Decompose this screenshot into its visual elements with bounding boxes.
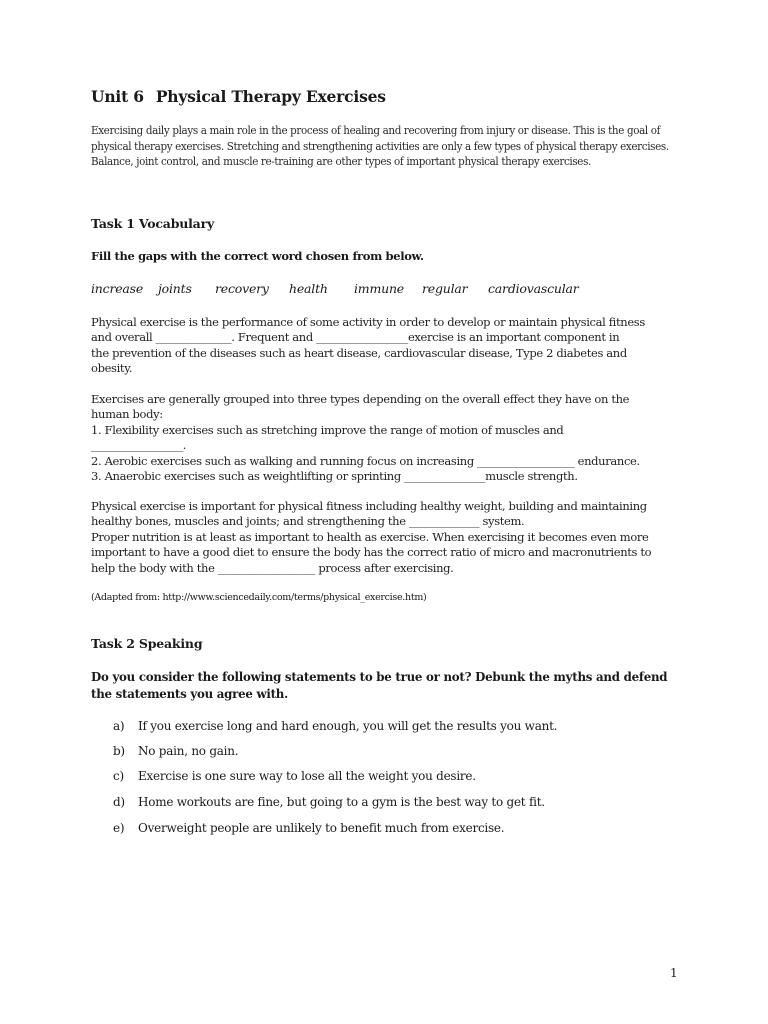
paragraph-line: help the body with the __________________ process after exercising. xyxy=(91,560,454,575)
word-bank-item: recovery xyxy=(215,281,269,296)
gap-fill-paragraph-3 xyxy=(91,499,681,576)
paragraph-line: _________________. xyxy=(91,438,187,453)
word-bank-item: joints xyxy=(158,281,192,296)
paragraph-line: human body: xyxy=(91,407,163,422)
statement-text: If you exercise long and hard enough, you will get the results you want. xyxy=(138,719,558,733)
list-marker: d) xyxy=(113,795,125,809)
intro-paragraph: Exercising daily plays a main role in the process of healing and recovering from injury or disease. This is the goal of physical therapy exercises. Stretching and strengthening activities are only a few types of physical therapy exercises. Balance, joint control, and muscle re-training are other types of important physical therapy exercises. xyxy=(91,123,669,168)
task2-heading: Task 2 Speaking xyxy=(91,636,203,651)
list-marker: a) xyxy=(113,719,125,733)
task1-heading: Task 1 Vocabulary xyxy=(91,216,215,231)
list-item xyxy=(113,719,557,733)
list-item xyxy=(113,769,476,783)
word-bank-item: health xyxy=(289,281,328,296)
word-bank-item: immune xyxy=(354,281,405,296)
page-title xyxy=(91,87,386,106)
gap-fill-paragraph-2 xyxy=(91,392,681,484)
paragraph-line: Physical exercise is the performance of some activity in order to develop or maintain physical fitness xyxy=(91,315,645,329)
paragraph-line: Proper nutrition is at least as important to health as exercise. When exercising it becomes even more xyxy=(91,529,649,544)
gap-fill-paragraph-1 xyxy=(91,315,681,377)
task2-question: Do you consider the following statements to be true or not? Debunk the myths and defend the statements you agree with. xyxy=(91,670,668,701)
task1-instruction: Fill the gaps with the correct word chosen from below. xyxy=(91,249,424,263)
paragraph-line: Physical exercise is important for physical fitness including healthy weight, building and maintaining xyxy=(91,499,647,513)
paragraph-line: obesity. xyxy=(91,361,133,376)
paragraph-line: 3. Anaerobic exercises such as weightlifting or sprinting _______________muscle strength. xyxy=(91,469,578,484)
paragraph-line: 2. Aerobic exercises such as walking and running focus on increasing __________________ endurance. xyxy=(91,453,640,468)
list-marker: b) xyxy=(113,744,125,758)
paragraph-line: healthy bones, muscles and joints; and strengthening the _____________ system. xyxy=(91,514,525,529)
word-bank-item: regular xyxy=(422,281,468,296)
paragraph-line: important to have a good diet to ensure the body has the correct ratio of micro and macronutrients to xyxy=(91,545,652,560)
list-marker: e) xyxy=(113,821,125,835)
page-number: 1 xyxy=(670,966,678,980)
word-bank-item: increase xyxy=(91,281,144,296)
source-citation: (Adapted from: http://www.sciencedaily.com/terms/physical_exercise.htm) xyxy=(91,592,427,603)
word-bank-item: cardiovascular xyxy=(488,281,579,296)
statement-text: Home workouts are fine, but going to a gym is the best way to get fit. xyxy=(138,795,545,809)
list-marker: c) xyxy=(113,769,124,783)
unit-number: Unit 6 xyxy=(91,87,144,106)
paragraph-line: Exercises are generally grouped into three types depending on the overall effect they have on the xyxy=(91,392,630,406)
unit-title: Physical Therapy Exercises xyxy=(155,87,386,106)
statement-text: Overweight people are unlikely to benefit much from exercise. xyxy=(138,821,505,835)
list-item xyxy=(113,821,504,835)
paragraph-line: the prevention of the diseases such as heart disease, cardiovascular disease, Type 2 diabetes and xyxy=(91,345,627,360)
paragraph-line: 1. Flexibility exercises such as stretching improve the range of motion of muscles and xyxy=(91,422,564,437)
list-item xyxy=(113,744,238,758)
statement-text: No pain, no gain. xyxy=(138,744,239,758)
statement-text: Exercise is one sure way to lose all the weight you desire. xyxy=(138,769,476,783)
paragraph-line: and overall ______________. Frequent and _________________exercise is an important component in xyxy=(91,330,620,345)
list-item xyxy=(113,795,545,809)
